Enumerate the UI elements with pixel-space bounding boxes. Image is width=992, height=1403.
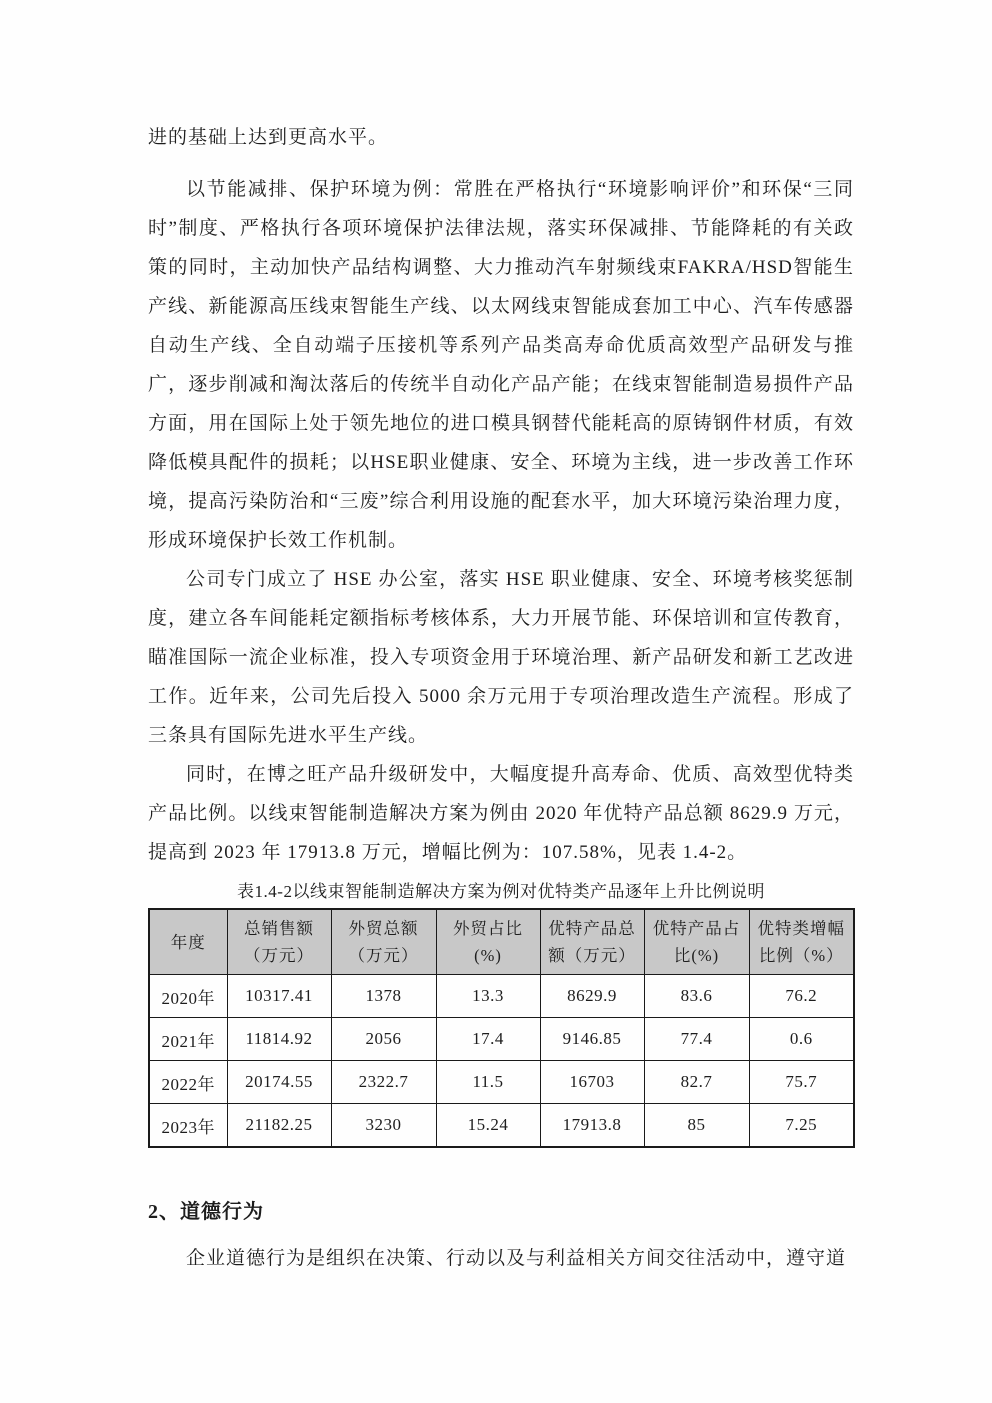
- table-cell: 17913.8: [540, 1104, 644, 1148]
- table-header-foreign-trade-total: 外贸总额（万元）: [331, 909, 436, 975]
- table-cell: 3230: [331, 1104, 436, 1148]
- table-caption: 表1.4-2以线束智能制造解决方案为例对优特类产品逐年上升比例说明: [237, 882, 765, 901]
- table-cell: 85: [644, 1104, 749, 1148]
- table-cell: 11814.92: [227, 1018, 331, 1061]
- table-row: [149, 1018, 854, 1061]
- table-cell: 8629.9: [540, 975, 644, 1018]
- table-row: [149, 1104, 854, 1148]
- table-cell: 17.4: [436, 1018, 540, 1061]
- table-cell: 16703: [540, 1061, 644, 1104]
- table-cell: 21182.25: [227, 1104, 331, 1148]
- paragraph-continuation: 进的基础上达到更高水平。: [148, 127, 389, 148]
- table-cell: 20174.55: [227, 1061, 331, 1104]
- table-cell: 0.6: [749, 1018, 854, 1061]
- table-cell: 11.5: [436, 1061, 540, 1104]
- table-cell: 7.25: [749, 1104, 854, 1148]
- table-header-foreign-trade-ratio: 外贸占比(%): [436, 909, 540, 975]
- table-header-total-sales: 总销售额（万元）: [227, 909, 331, 975]
- paragraph-energy-environment: 以节能减排、保护环境为例：常胜在严格执行“环境影响评价”和环保“三同时”制度、严格执行各项环境保护法律法规，落实环保减排、节能降耗的有关政策的同时，主动加快产品结构调整、大力推动汽车射频线束FAKRA/HSD智能生产线、新能源高压线束智能生产线、以太网线束智能成套加工中心、汽车传感器自动生产线、全自动端子压接机等系列产品类高寿命优质高效型产品研发与推广，逐步削减和淘汰落后的传统半自动化产品产能；在线束智能制造易损件产品方面，用在国际上处于领先地位的进口模具钢替代能耗高的原铸钢件材质，有效降低模具配件的损耗；以HSE职业健康、安全、环境为主线，进一步改善工作环境，提高污染防治和“三废”综合利用设施的配套水平，加大环境污染治理力度，形成环境保护长效工作机制。: [148, 179, 854, 551]
- table-cell: 83.6: [644, 975, 749, 1018]
- table-cell: 15.24: [436, 1104, 540, 1148]
- table-header-row: [149, 909, 854, 975]
- table-cell: 2023年: [149, 1104, 227, 1148]
- table-cell: 75.7: [749, 1061, 854, 1104]
- table-cell: 2021年: [149, 1018, 227, 1061]
- section-heading-ethics: 2、道德行为: [148, 1201, 264, 1223]
- table-row: [149, 975, 854, 1018]
- table-row: [149, 1061, 854, 1104]
- table-cell: 2022年: [149, 1061, 227, 1104]
- table-cell: 2322.7: [331, 1061, 436, 1104]
- table-cell: 76.2: [749, 975, 854, 1018]
- table-header-premium-ratio: 优特产品占比(%): [644, 909, 749, 975]
- paragraph-product-upgrade: 同时，在博之旺产品升级研发中，大幅度提升高寿命、优质、高效型优特类产品比例。以线束智能制造解决方案为例由 2020 年优特产品总额 8629.9 万元，提高到 2023 年 17913.8 万元，增幅比例为：107.58%，见表 1.4-2。: [148, 764, 854, 863]
- table-header-year: 年度: [149, 909, 227, 975]
- table-cell: 13.3: [436, 975, 540, 1018]
- table-header-premium-total: 优特产品总额（万元）: [540, 909, 644, 975]
- product-ratio-table: [148, 908, 855, 1148]
- table-header-premium-growth: 优特类增幅比例（%）: [749, 909, 854, 975]
- paragraph-hse-office: 公司专门成立了 HSE 办公室，落实 HSE 职业健康、安全、环境考核奖惩制度，建立各车间能耗定额指标考核体系，大力开展节能、环保培训和宣传教育，瞄准国际一流企业标准，投入专项资金用于环境治理、新产品研发和新工艺改进工作。近年来，公司先后投入 5000 余万元用于专项治理改造生产流程。形成了三条具有国际先进水平生产线。: [148, 569, 854, 746]
- table-cell: 2020年: [149, 975, 227, 1018]
- table-cell: 2056: [331, 1018, 436, 1061]
- paragraph-ethics-intro: 企业道德行为是组织在决策、行动以及与利益相关方间交往活动中，遵守道: [186, 1248, 847, 1269]
- table-cell: 9146.85: [540, 1018, 644, 1061]
- table-cell: 10317.41: [227, 975, 331, 1018]
- table-cell: 77.4: [644, 1018, 749, 1061]
- table-cell: 82.7: [644, 1061, 749, 1104]
- table-cell: 1378: [331, 975, 436, 1018]
- page-content: [148, 118, 854, 1278]
